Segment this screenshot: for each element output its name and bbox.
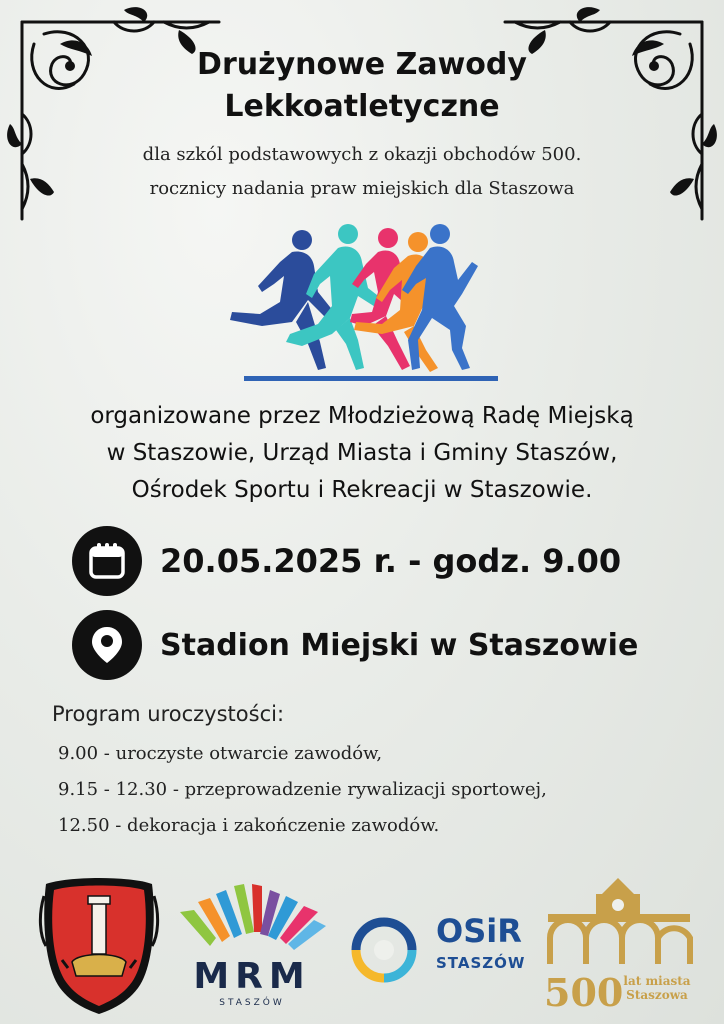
event-place: Stadion Miejski w Staszowie	[160, 627, 639, 663]
map-pin-icon	[72, 610, 142, 680]
event-subtitle	[0, 138, 724, 206]
mrm-subtext: STASZÓW	[219, 998, 285, 1008]
organizers-text	[0, 398, 724, 509]
jubilee-number: 500	[544, 970, 624, 1015]
mrm-logo	[176, 882, 328, 1012]
osir-logo	[344, 910, 524, 990]
osir-text: OSiR	[436, 912, 522, 950]
osir-mark-icon	[344, 910, 424, 990]
program-heading: Program uroczystości:	[52, 702, 285, 726]
logos-bar	[0, 872, 724, 1022]
jubilee-caption-line-2: Staszowa	[626, 988, 688, 1002]
title-line-2: Lekkoatletyczne	[224, 89, 500, 124]
runner-navy	[230, 230, 334, 370]
event-date: 20.05.2025 r. - godz. 9.00	[160, 542, 622, 580]
program-item: 9.15 - 12.30 - przeprowadzenie rywalizacji sportowej,	[58, 779, 547, 800]
staszow-coat-of-arms-logo	[38, 876, 160, 1016]
organizers-line: Ośrodek Sportu i Rekreacji w Staszowie.	[131, 477, 593, 503]
event-title	[0, 44, 724, 128]
program-list	[58, 736, 547, 844]
osir-subtext: STASZÓW	[436, 954, 526, 972]
jubilee-caption	[620, 974, 694, 1002]
date-row	[72, 526, 621, 596]
town-hall-icon	[544, 874, 694, 970]
subtitle-line-2: rocznicy nadania praw miejskich dla Staszowa	[149, 178, 575, 199]
jubilee-caption-line-1: lat miasta	[623, 974, 691, 988]
calendar-icon	[72, 526, 142, 596]
program-item: 12.50 - dekoracja i zakończenie zawodów.	[58, 815, 440, 836]
runners-illustration	[222, 222, 502, 390]
organizers-line: w Staszowie, Urząd Miasta i Gminy Staszów,	[106, 440, 618, 466]
jubilee-500-logo	[544, 874, 694, 1014]
subtitle-line-1: dla szkól podstawowych z okazji obchodów 500.	[142, 144, 582, 165]
ground-line	[244, 376, 498, 381]
organizers-line: organizowane przez Młodzieżową Radę Miejską	[90, 403, 634, 429]
program-item: 9.00 - uroczyste otwarcie zawodów,	[58, 743, 383, 764]
mrm-text: MRM	[193, 956, 311, 997]
hands-icon	[176, 882, 328, 958]
place-row	[72, 610, 638, 680]
title-line-1: Drużynowe Zawody	[197, 47, 527, 82]
